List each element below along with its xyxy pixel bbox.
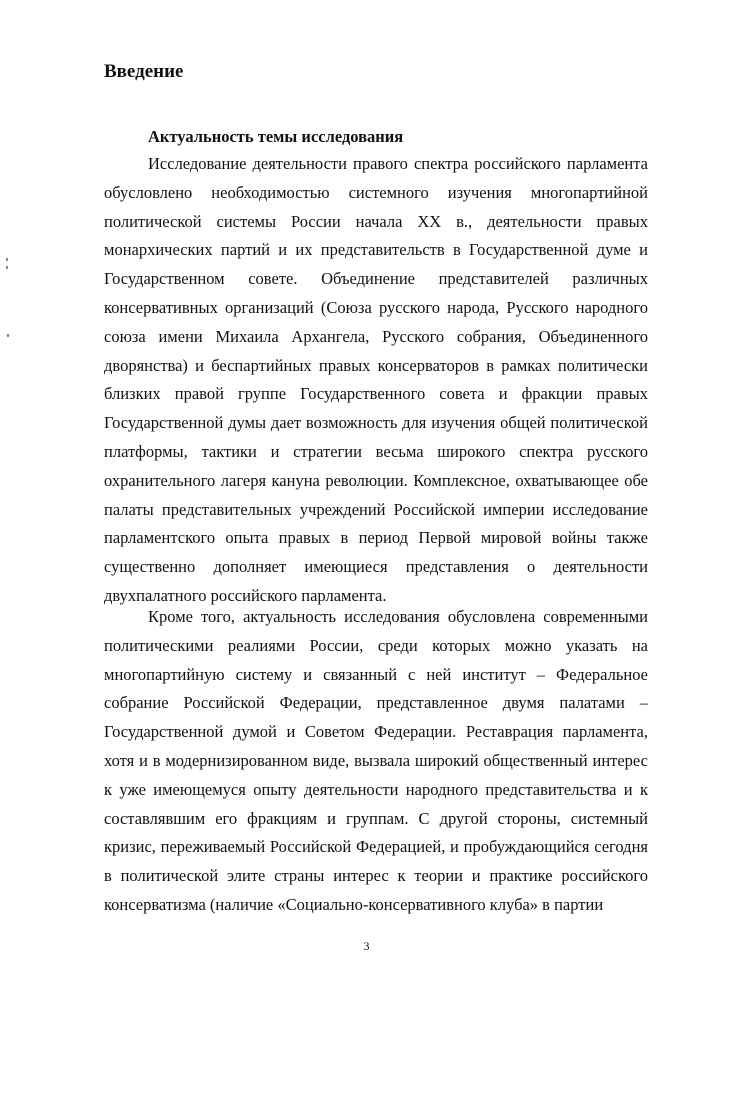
section-heading: Введение	[104, 61, 184, 82]
scan-artifact	[7, 334, 9, 337]
paragraph-2: Кроме того, актуальность исследования обусловлена современными политическими реалиями России, среди которых можно указать на многопартийную систему и связанный с ней институт – Федеральное собрание Российской Федерации, представленное двумя палатами – Государственной думой и Советом Федерации. Реставрация парламента, хотя и в модернизированном виде, вызвала широкий общественный интерес к уже имеющемуся опыту деятельности народного представительства и к составлявшим его фракциям и группам. С другой стороны, системный кризис, переживаемый Российской Федерацией, и пробуждающийся сегодня в политической элите страны интерес к теории и практике российского консерватизма (наличие «Социально-консервативного клуба» в партии	[104, 607, 648, 914]
paragraph-1: Исследование деятельности правого спектра российского парламента обусловлено необходимостью системного изучения многопартийной политической системы России начала XX в., деятельности правых монархических партий и их представительств в Государственной думе и Государственном совете. Объединение представителей различных консервативных организаций (Союза русского народа, Русского народного союза имени Михаила Архангела, Русского собрания, Объединенного дворянства) и беспартийных правых консерваторов в рамках политически близких правой группе Государственного совета и фракции правых Государственной думы дает возможность для изучения общей политической платформы, тактики и стратегии весьма широкого спектра русского охранительного лагеря кануна революции. Комплексное, охватывающее обе палаты представительных учреждений Российской империи исследование парламентского опыта правых в период Первой мировой войны также существенно дополняет имеющиеся представления о деятельности двухпалатного российского парламента.	[104, 154, 648, 605]
page-number: 3	[363, 939, 370, 953]
scan-artifact	[6, 258, 8, 261]
subsection-title: Актуальность темы исследования	[148, 127, 404, 146]
scan-artifact	[6, 266, 8, 269]
